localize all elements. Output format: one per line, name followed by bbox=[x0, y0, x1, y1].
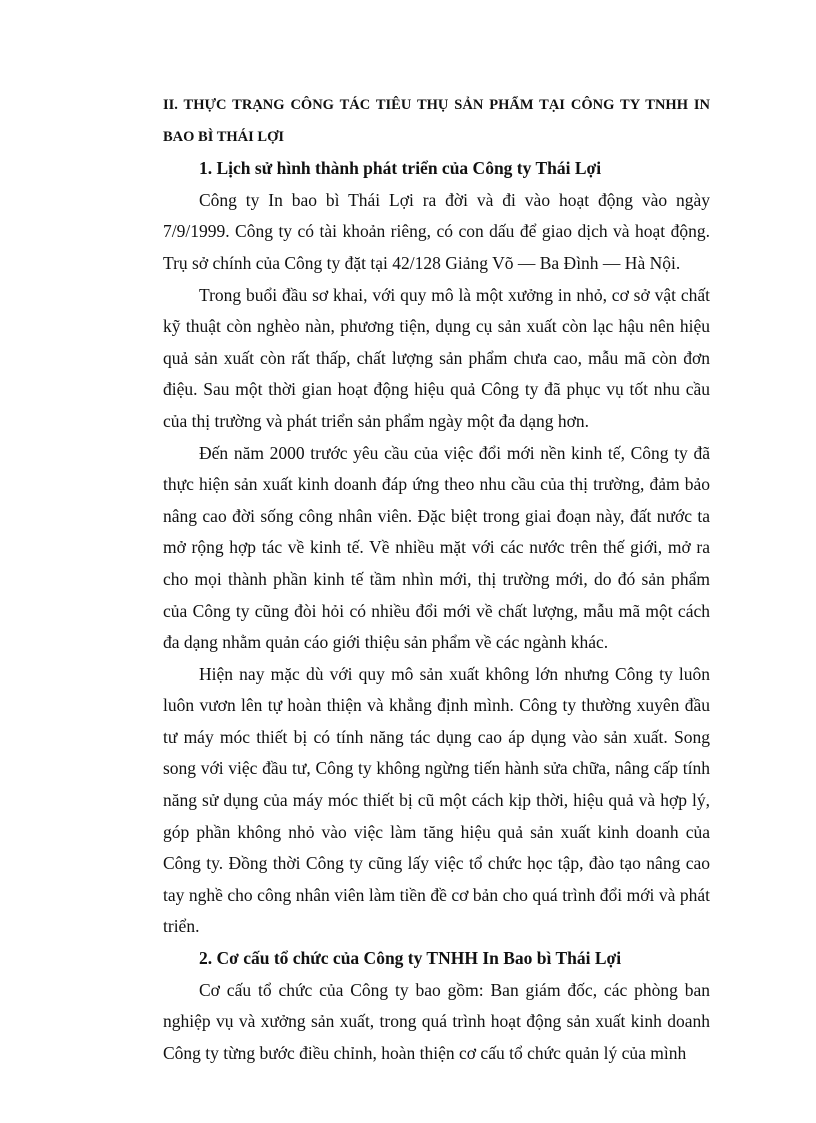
section-title bbox=[163, 90, 710, 153]
paragraph: Đến năm 2000 trước yêu cầu của việc đổi mới nền kinh tế, Công ty đã thực hiện sản xuất kinh doanh đáp ứng theo nhu cầu của thị trường, đảm bảo nâng cao đời sống công nhân viên. Đặc biệt trong giai đoạn này, đất nước ta mở rộng hợp tác về kinh tế. Về nhiều mặt với các nước trên thế giới, mở ra cho mọi thành phần kinh tế tầm nhìn mới, thị trường mới, do đó sản phẩm của Công ty cũng đòi hỏi có nhiều đổi mới về chất lượng, mẫu mã một cách đa dạng nhằm quản cáo giới thiệu sản phẩm về các ngành khác. bbox=[163, 442, 710, 653]
document-body bbox=[163, 90, 710, 1069]
paragraph: Cơ cấu tổ chức của Công ty bao gồm: Ban giám đốc, các phòng ban nghiệp vụ và xưởng sản xuất, trong quá trình hoạt động sản xuất kinh doanh Công ty từng bước điều chỉnh, hoàn thiện cơ cấu tổ chức quản lý của mình bbox=[163, 979, 710, 1063]
heading-organization: 2. Cơ cấu tổ chức của Công ty TNHH In Bao bì Thái Lợi bbox=[199, 948, 622, 969]
paragraph: Trong buổi đầu sơ khai, với quy mô là một xưởng in nhỏ, cơ sở vật chất kỹ thuật còn nghèo nàn, phương tiện, dụng cụ sản xuất còn lạc hậu nên hiệu quả sản xuất còn rất thấp, chất lượng sản phẩm chưa cao, mẫu mã còn đơn điệu. Sau một thời gian hoạt động hiệu quả Công ty đã phục vụ tốt nhu cầu của thị trường và phát triển sản phẩm ngày một đa dạng hơn. bbox=[163, 284, 710, 431]
section-title-line-2: BAO BÌ THÁI LỢI bbox=[163, 128, 285, 145]
section-title-line-1: II. THỰC TRẠNG CÔNG TÁC TIÊU THỤ SẢN PHẨM TẠI CÔNG TY TNHH IN bbox=[163, 97, 710, 113]
heading-history: 1. Lịch sử hình thành phát triển của Công ty Thái Lợi bbox=[199, 158, 602, 179]
paragraph: Công ty In bao bì Thái Lợi ra đời và đi vào hoạt động vào ngày 7/9/1999. Công ty có tài khoản riêng, có con dấu để giao dịch và hoạt động. Trụ sở chính của Công ty đặt tại 42/128 Giảng Võ — Ba Đình — Hà Nội. bbox=[163, 189, 710, 273]
paragraph: Hiện nay mặc dù với quy mô sản xuất không lớn nhưng Công ty luôn luôn vươn lên tự hoàn thiện và khẳng định mình. Công ty thường xuyên đầu tư máy móc thiết bị có tính năng tác dụng cao áp dụng vào sản xuất. Song song với việc đầu tư, Công ty không ngừng tiến hành sửa chữa, nâng cấp tính năng sử dụng của máy móc thiết bị cũ một cách kịp thời, hiệu quả và hợp lý, góp phần không nhỏ vào việc làm tăng hiệu quả sản xuất kinh doanh của Công ty. Đồng thời Công ty cũng lấy việc tổ chức học tập, đào tạo nâng cao tay nghề cho công nhân viên làm tiền đề cơ bản cho quá trình đổi mới và phát triển. bbox=[163, 663, 710, 937]
